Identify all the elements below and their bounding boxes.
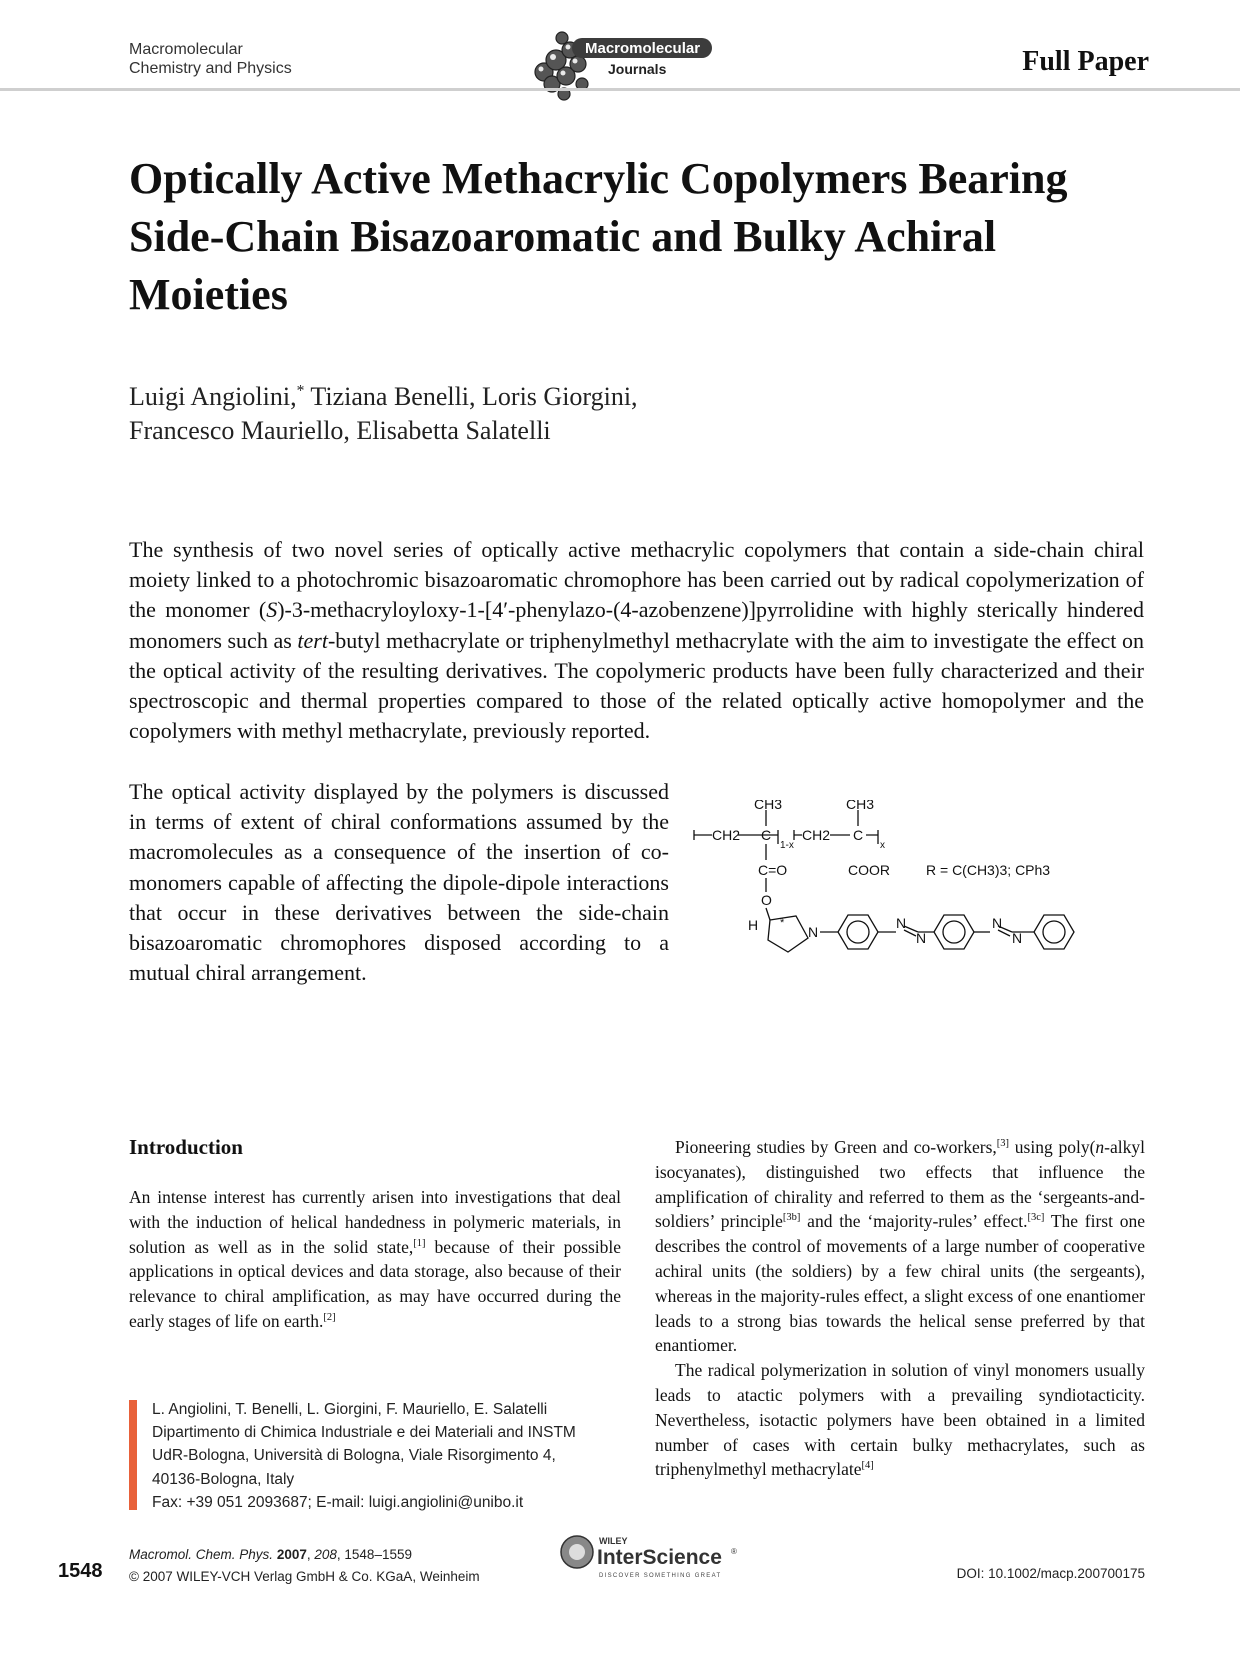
affiliation-department: Dipartimento di Chimica Industriale e dei Materiali and INSTM [152, 1424, 576, 1442]
doi: DOI: 10.1002/macp.200700175 [956, 1566, 1145, 1581]
body-text: Pioneering studies by Green and co-workers, [675, 1137, 997, 1157]
body-text: The radical polymerization in solution of vinyl monomers usually leads to atactic polymers with a prevailing syndiotacticity. Nevertheless, isotactic polymers have been obtained in a limited number of cases with certain bulky methacrylates, such as triphenylmethyl methacrylate [655, 1360, 1145, 1480]
reference-mark: [1] [413, 1237, 426, 1249]
publisher-tagline: DISCOVER SOMETHING GREAT [599, 1573, 722, 1579]
abstract-stereo-s: S [266, 597, 278, 623]
journal-name-line2: Chemistry and Physics [129, 60, 292, 77]
body-text: The first one describes the control of movements of a large number of cooperative achiral units (the soldiers) by a few chiral units (the sergeants), whereas in the majority-rules effect, a slight excess of one enantiomer leads to a strong bias towards the helical sense preferred by that enantiomer. [655, 1211, 1145, 1356]
journal-name [129, 40, 292, 78]
logo-line1: Macromolecular [585, 40, 701, 57]
pyrrolidine-nitrogen-label: N [808, 924, 819, 940]
methylene-label-left: CH2 [712, 827, 741, 843]
hydrogen-label: H [748, 917, 759, 933]
authors-line1-b: Tiziana Benelli, Loris Giorgini, [304, 382, 638, 411]
abstract-paragraph-1 [129, 535, 1144, 746]
ester-label: COOR [848, 862, 890, 878]
section-label: Full Paper [1022, 46, 1149, 77]
reference-mark: [4] [861, 1460, 874, 1472]
body-paragraph-3 [655, 1358, 1145, 1482]
quaternary-carbon-left: C [761, 827, 772, 843]
journal-name-line1: Macromolecular [129, 41, 243, 58]
affiliation-authors: L. Angiolini, T. Benelli, L. Giorgini, F. Mauriello, E. Salatelli [152, 1401, 548, 1418]
citation-line: Macromol. Chem. Phys. 2007, 208, 1548–1559 [129, 1547, 412, 1562]
subscript-x: x [880, 840, 885, 851]
body-text: An intense interest has currently arisen into investigations that deal with the induction of helical handedness in polymeric materials, in solution as well as in the solid state, [129, 1187, 621, 1257]
carbonyl-label: C=O [758, 862, 788, 878]
wiley-interscience-logo [555, 1530, 740, 1584]
affiliation-accent-bar [129, 1400, 137, 1510]
body-text: because of their possible applications in optical devices and data storage, also because of their relevance to chiral amplification, as may have occurred during the early stages of life on earth. [129, 1236, 621, 1331]
methyl-label-right: CH3 [846, 800, 875, 812]
body-column-left [129, 1185, 621, 1334]
citation-volume: 208 [314, 1547, 337, 1562]
affiliation-block [152, 1398, 632, 1514]
reference-mark: [3c] [1027, 1212, 1045, 1224]
body-column-right [655, 1135, 1145, 1482]
publisher-name: InterScience [597, 1546, 722, 1569]
corresponding-author-mark: * [296, 382, 305, 400]
body-text: using poly( [1009, 1137, 1096, 1157]
azo-nitrogen-1b: N [916, 930, 927, 946]
abstract-text: The synthesis of two novel series of optically active methacrylic copolymers that contain a side-chain chiral moiety linked to a photochromic bisazoaromatic chromophore has been carried out by radical copolymerization of the monomer ( [129, 537, 1144, 623]
azo-nitrogen-2a: N [992, 915, 1003, 931]
section-heading-introduction: Introduction [129, 1135, 243, 1159]
reference-mark: [3b] [782, 1212, 801, 1224]
r-group-definition: R = C(CH3)3; CPh3 [926, 862, 1051, 878]
reference-mark: [3] [996, 1138, 1010, 1150]
chemical-structure [690, 800, 1160, 990]
authors-line2: Francesco Mauriello, Elisabetta Salatelli [129, 416, 551, 445]
methylene-label-right: CH2 [802, 827, 831, 843]
intro-paragraph-1 [129, 1185, 621, 1334]
affiliation-university: UdR-Bologna, Università di Bologna, Viale Risorgimento 4, [152, 1447, 556, 1465]
publisher-registered-mark: ® [731, 1547, 737, 1556]
page-number: 1548 [58, 1560, 103, 1582]
abstract-paragraph-2: The optical activity displayed by the polymers is discussed in terms of extent of chiral conformations assumed by the macromolecules as a consequence of the insertion of co-monomers capable of affecting the dipole-dipole interactions that occur in these derivatives between the side-chain bisazoaromatic chromophores disposed according to a mutual chiral arrangement. [129, 779, 669, 986]
body-paragraph-2 [655, 1135, 1145, 1358]
stereocenter-mark: * [780, 917, 785, 929]
authors-line1-a: Luigi Angiolini, [129, 382, 297, 411]
article-title: Optically Active Methacrylic Copolymers Bearing Side-Chain Bisazoaromatic and Bulky Achiral Moieties [129, 154, 1068, 319]
azo-nitrogen-2b: N [1012, 930, 1023, 946]
citation-journal: Macromol. Chem. Phys. [129, 1547, 274, 1562]
publisher-small: WILEY [599, 1536, 628, 1546]
quaternary-carbon-right: C [853, 827, 864, 843]
ester-oxygen-label: O [761, 892, 772, 908]
macromolecular-journals-logo [530, 24, 716, 104]
citation-pages: , 1548–1559 [336, 1547, 412, 1562]
subscript-one-minus-x: 1-x [780, 840, 794, 851]
citation-year: 2007 [276, 1547, 307, 1562]
header-rule [0, 88, 1240, 91]
abstract-tert: tert [297, 627, 328, 653]
methyl-label-left: CH3 [754, 800, 783, 812]
body-text: -alkyl isocyanates), distinguished two effects that influence the amplification of chirality and referred to them as the ‘sergeants-and-soldiers’ principle [655, 1137, 1145, 1232]
reference-mark: [2] [323, 1312, 336, 1324]
copyright-line: © 2007 WILEY-VCH Verlag GmbH & Co. KGaA, Weinheim [129, 1569, 480, 1584]
citation-block [129, 1544, 480, 1588]
abstract-text: )-3-methacryloyloxy-1-[4′-phenylazo-(4-azobenzene)]pyrrolidine with highly sterically hindered monomers such as [129, 597, 1144, 653]
affiliation-city: 40136-Bologna, Italy [152, 1470, 295, 1488]
body-text: and the ‘majority-rules’ effect. [800, 1211, 1028, 1232]
azo-nitrogen-1a: N [896, 915, 907, 931]
affiliation-contact: Fax: +39 051 2093687; E-mail: luigi.angiolini@unibo.it [152, 1493, 524, 1511]
italic-n: n [1095, 1137, 1105, 1157]
author-list [129, 380, 1029, 448]
abstract-text: -butyl methacrylate or triphenylmethyl methacrylate with the aim to investigate the effect on the optical activity of the resulting derivatives. The copolymeric products have been fully characterized and their spectroscopic and thermal properties compared to those of the related optically active homopolymer and the copolymers with methyl methacrylate, previously reported. [129, 627, 1144, 744]
logo-line2: Journals [608, 61, 667, 77]
